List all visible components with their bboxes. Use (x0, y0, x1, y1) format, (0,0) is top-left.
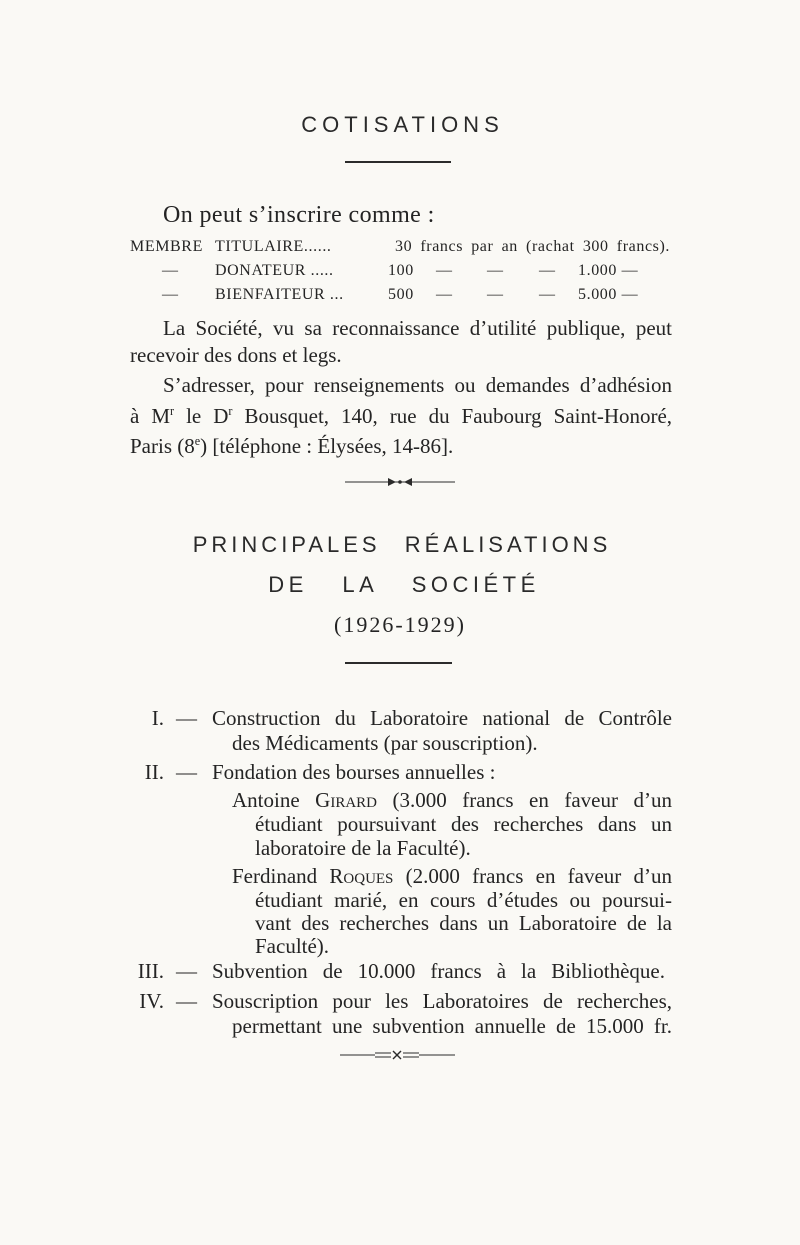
row-bienfaiteur-label: BIENFAITEUR ... (215, 286, 344, 303)
item-number: I. (151, 706, 164, 730)
row-bienfaiteur-rachat: 5.000 — (578, 286, 639, 303)
row-donateur-ditto: — (436, 262, 453, 279)
item-text: Construction du Laboratoire national de Contrôle (212, 706, 672, 730)
item-text: Fondation des bourses annuelles : (212, 760, 496, 784)
bourse-first-name: Antoine (232, 788, 300, 812)
arrondissement (177, 434, 207, 458)
row-donateur-amount: 100 (388, 262, 414, 279)
item-number: II. (144, 760, 164, 784)
row-membre-prefix: MEMBRE (130, 238, 203, 255)
realisations-subtitle: DE LA SOCIÉTÉ (268, 572, 540, 597)
address-rest: Bousquet, 140, rue du Faubourg Saint-Honoré, (244, 404, 672, 428)
row-membre-label: TITULAIRE...... (215, 238, 332, 255)
bourse-text: étudiant marié, en cours d’études ou poursui- (255, 888, 672, 912)
item-text: Souscription pour les Laboratoires de recherches, (212, 989, 672, 1013)
row-bienfaiteur-ditto: — (436, 286, 453, 303)
realisations-period: (1926-1929) (334, 612, 466, 637)
honorific-docteur (213, 404, 232, 428)
cotisations-title: COTISATIONS (301, 112, 504, 137)
notice-line: recevoir des dons et legs. (130, 343, 342, 367)
row-bienfaiteur-prefix: — (162, 286, 179, 303)
notice-address-line (130, 404, 672, 428)
bourse-surname: Girard (315, 788, 377, 812)
row-membre-detail: 30 francs par an (rachat 300 francs). (395, 238, 670, 255)
telephone: [téléphone : Élysées, 14-86]. (212, 434, 454, 458)
realisations-title: PRINCIPALES RÉALISATIONS (192, 532, 612, 557)
bourse-first-name: Ferdinand (232, 864, 318, 888)
item-dash: — (176, 706, 197, 730)
membership-intro: On peut s’inscrire comme : (163, 202, 435, 228)
bourse-text: laboratoire de la Faculté). (255, 836, 471, 860)
notice-phone-line (130, 434, 453, 458)
notice-line: S’adresser, pour renseignements ou demandes d’adhésion (163, 373, 672, 397)
row-donateur-label: DONATEUR ..... (215, 262, 334, 279)
address-prefix: à (130, 404, 140, 428)
item-dash: — (176, 760, 197, 784)
bourse-surname: Roques (329, 864, 394, 888)
item-text: des Médicaments (par souscription). (232, 731, 538, 755)
row-bienfaiteur-ditto: — (539, 286, 556, 303)
superscript: e (194, 434, 201, 448)
row-donateur-prefix: — (162, 262, 179, 279)
bourse-text: Faculté). (255, 934, 330, 958)
section-rule (345, 161, 451, 163)
city: Paris (130, 434, 172, 458)
bourse-girard-line (232, 788, 672, 812)
bourse-text: étudiant poursuivant des recherches dans un (255, 812, 672, 836)
bourse-text: vant des recherches dans un Laboratoire de la (255, 911, 672, 935)
ornament-divider (340, 474, 460, 490)
row-donateur-rachat: 1.000 — (578, 262, 639, 279)
section-rule (345, 662, 452, 664)
row-bienfaiteur-amount: 500 (388, 286, 414, 303)
arrondissement-close: ) (200, 434, 208, 458)
item-text: Subvention de 10.000 francs à la Bibliothèque. (212, 959, 665, 983)
item-number: IV. (139, 989, 164, 1013)
row-bienfaiteur-ditto: — (487, 286, 504, 303)
superscript: r (228, 404, 233, 418)
superscript: r (170, 404, 175, 418)
bourse-text: (2.000 francs en faveur d’un (405, 864, 672, 888)
honorific-letter: M (151, 404, 171, 428)
item-text: permettant une subvention annuelle de 15.000 fr. (232, 1014, 672, 1038)
address-word: le (186, 404, 202, 428)
honorific-letter: D (213, 404, 229, 428)
bourse-roques-line (232, 864, 672, 888)
row-donateur-ditto: — (539, 262, 556, 279)
honorific-monsieur (151, 404, 174, 428)
notice-line: La Société, vu sa reconnaissance d’utilité publique, peut (163, 316, 672, 340)
arrondissement-number: (8 (177, 434, 195, 458)
item-dash: — (176, 989, 197, 1013)
item-number: III. (137, 959, 164, 983)
item-dash: — (176, 959, 197, 983)
ornament-tailpiece (335, 1047, 460, 1063)
bourse-text: (3.000 francs en faveur d’un (392, 788, 672, 812)
row-donateur-ditto: — (487, 262, 504, 279)
